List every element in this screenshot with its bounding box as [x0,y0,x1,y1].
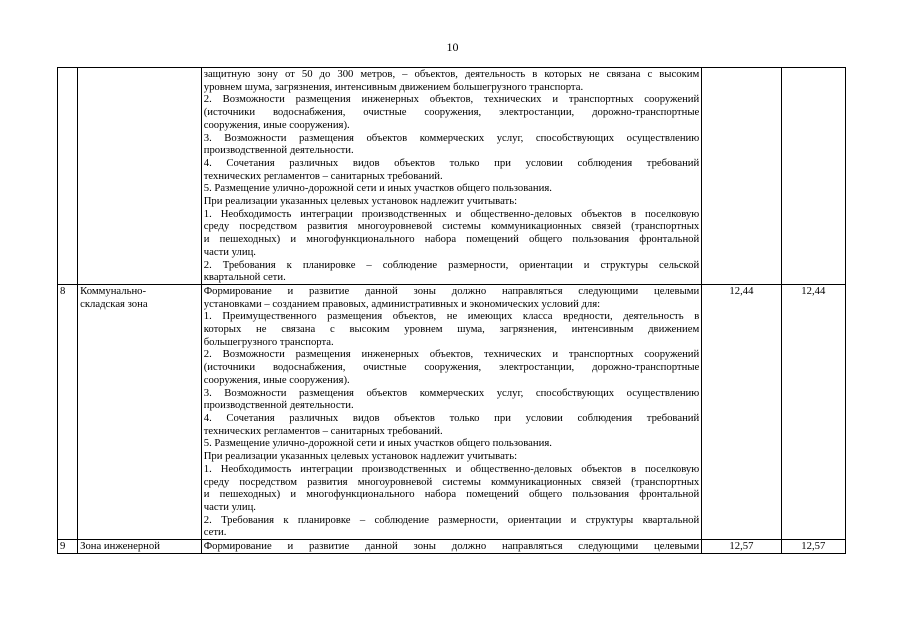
area-value-cell-2 [781,68,845,285]
description-line: 1. Преимущественного размещения объектов, не имеющих класса вредности, деятельность в [203,310,700,323]
description-line: среду посредством развития многоуровневой системы коммуникационных связей (транспортных [203,475,700,488]
zone-description-cell [201,284,702,539]
area-value-cell-2: 12,57 [781,540,845,554]
description-line: установками – созданием правовых, административных и экономических условий для: [203,297,601,310]
description-line: сооружения, иные сооружения). [203,118,350,131]
row-number-cell: 9 [58,540,78,554]
description-line: При реализации указанных целевых установок надлежит учитывать: [203,450,518,463]
description-line: части улиц. [203,500,256,513]
page-number: 10 [446,40,459,54]
description-line: 2. Требования к планировке – соблюдение размерности, ориентации и структуры сельской [203,258,700,271]
description-line: 5. Размещение улично-дорожной сети и иных участков общего пользования. [203,182,552,195]
zone-name-line: складская зона [80,297,148,310]
description-line: сети. [203,526,227,539]
zones-table-body [58,68,846,554]
description-line: Формирование и развитие данной зоны должно направляться следующими целевыми [203,284,700,297]
table-row [58,540,846,554]
description-line: 3. Возможности размещения объектов коммерческих услуг, способствующих осуществлению [203,386,700,399]
description-line: 1. Необходимость интеграции производственных и общественно-деловых объектов в поселковую [203,207,700,220]
description-line: 5. Размещение улично-дорожной сети и иных участков общего пользования. [203,437,552,450]
zone-name-line: Коммунально- [80,284,147,297]
zone-name-line: Зона инженерной [80,540,160,553]
description-line: 2. Возможности размещения инженерных объектов, технических и транспортных сооружений [203,93,700,106]
description-line: сооружения, иные сооружения). [203,373,350,386]
zone-name-cell [78,540,202,554]
description-line: 4. Сочетания различных видов объектов только при условии соблюдения требований [203,156,700,169]
description-line: При реализации указанных целевых установок надлежит учитывать: [203,195,518,208]
description-line: 2. Требования к планировке – соблюдение размерности, ориентации и структуры квартальной [203,513,700,526]
description-line: и пешеходных) и многофункционального набора помещений общего пользования фронтальной [203,488,700,501]
zone-description-cell [201,540,702,554]
description-line: среду посредством развития многоуровневой системы коммуникационных связей (транспортных [203,220,700,233]
description-line: технических регламентов – санитарных требований. [203,169,443,182]
zone-name-cell [78,284,202,539]
description-line: 2. Возможности размещения инженерных объектов, технических и транспортных сооружений [203,348,700,361]
description-line: (источники водоснабжения, очистные сооружения, электростанции, дорожно-транспортные [203,361,700,374]
description-line: 1. Необходимость интеграции производственных и общественно-деловых объектов в поселковую [203,462,700,475]
description-line: технических регламентов – санитарных требований. [203,424,443,437]
table-row [58,68,846,285]
description-line: уровнем шума, загрязнения, интенсивным движением большегрузного транспорта. [203,80,584,93]
area-value-cell: 12,57 [702,540,781,554]
table-row [58,284,846,539]
zone-name-cell [78,68,202,285]
row-number-cell: 8 [58,284,78,539]
description-line: и пешеходных) и многофункционального набора помещений общего пользования фронтальной [203,233,700,246]
zone-description-cell [201,68,702,285]
area-value-cell-2: 12,44 [781,284,845,539]
area-value-cell: 12,44 [702,284,781,539]
description-line: 4. Сочетания различных видов объектов только при условии соблюдения требований [203,411,700,424]
description-line: производственной деятельности. [203,399,354,412]
description-line: большегрузного транспорта. [203,335,334,348]
description-line: Формирование и развитие данной зоны должно направляться следующими целевыми [203,540,700,553]
description-line: производственной деятельности. [203,144,354,157]
description-line: защитную зону от 50 до 300 метров, – объектов, деятельность в которых не связана с высоким [203,68,700,80]
area-value-cell [702,68,781,285]
description-line: которых не связана с высоким уровнем шума, загрязнения, интенсивным движением [203,323,700,336]
description-line: квартальной сети. [203,271,286,284]
description-line: 3. Возможности размещения объектов коммерческих услуг, способствующих осуществлению [203,131,700,144]
zones-table [57,67,846,554]
description-line: части улиц. [203,245,256,258]
row-number-cell [58,68,78,285]
description-line: (источники водоснабжения, очистные сооружения, электростанции, дорожно-транспортные [203,106,700,119]
